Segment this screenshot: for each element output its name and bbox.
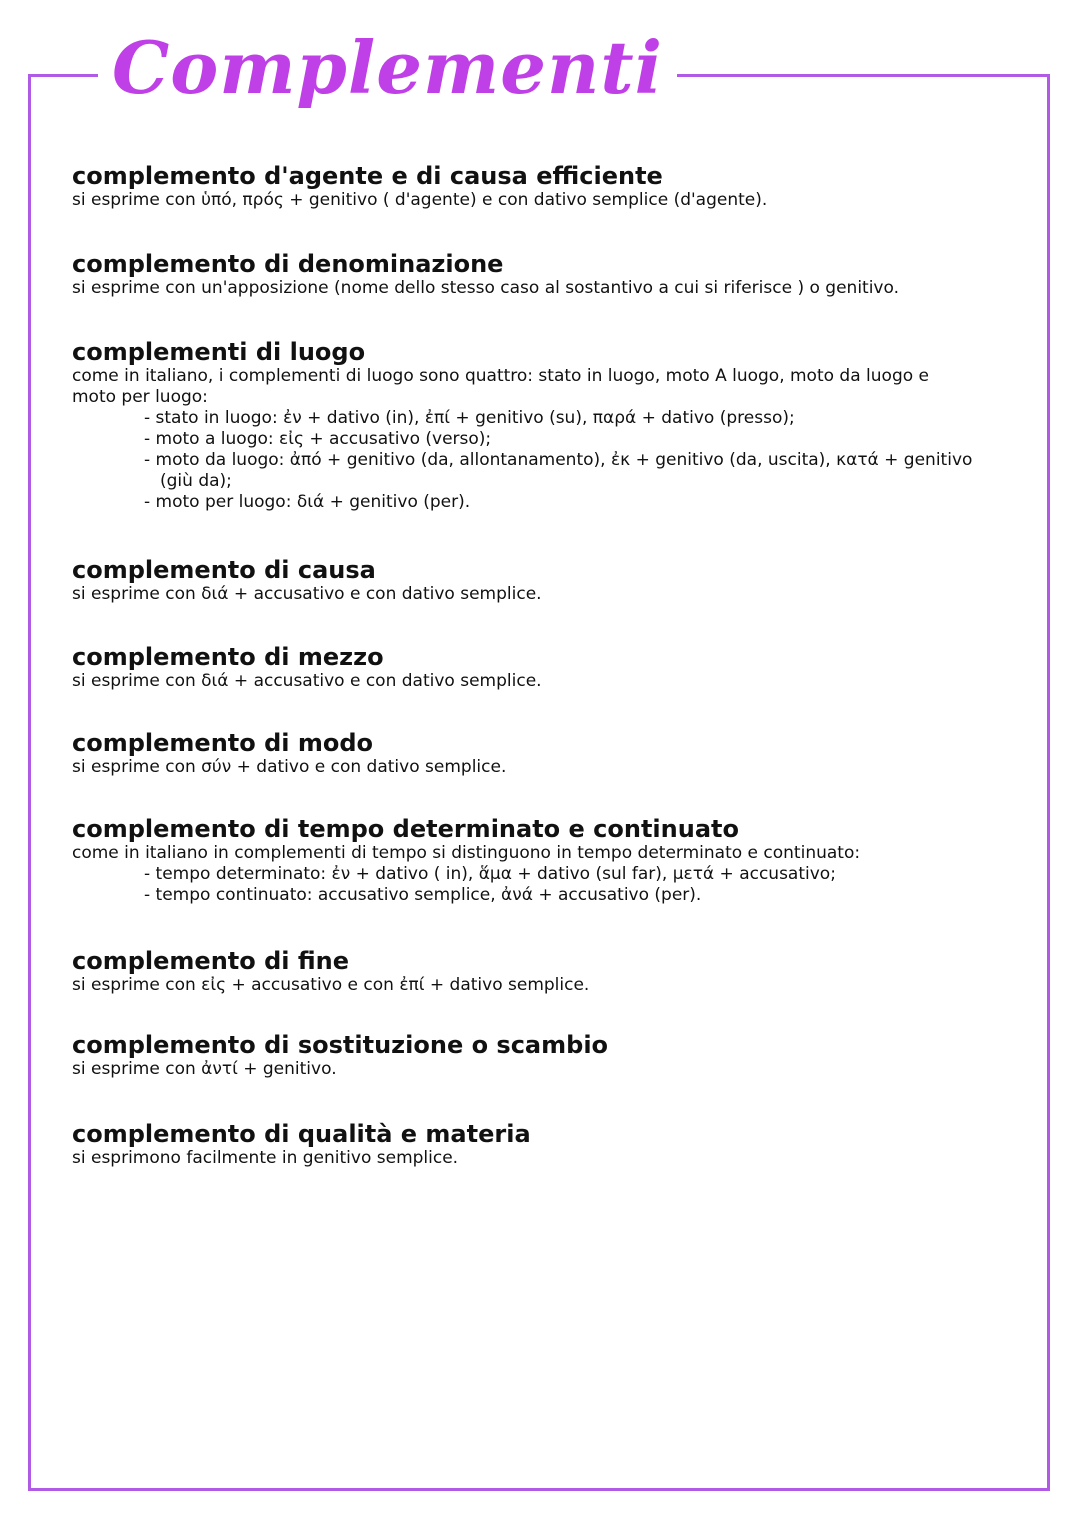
section-agente [72,162,1032,211]
list-item: - tempo continuato: accusativo semplice, ἀνά + accusativo (per). [144,885,702,905]
section-text: si esprime con ἀντί + genitivo. [72,1059,337,1079]
section-tempo [72,815,1032,906]
list-item: - moto a luogo: εἰς + accusativo (verso); [144,429,492,449]
list-item: - moto da luogo: ἀπό + genitivo (da, allontanamento), ἐκ + genitivo (da, uscita), κατά + genitivo [144,450,973,470]
section-heading: complemento di denominazione [72,250,504,278]
luogo-list [72,408,1032,513]
section-luogo [72,338,1032,513]
section-text: come in italiano in complementi di tempo si distinguono in tempo determinato e continuato: [72,843,861,863]
section-sostituzione [72,1031,1032,1080]
section-text: si esprime con διά + accusativo e con dativo semplice. [72,584,542,604]
section-heading: complemento di modo [72,729,374,757]
section-text: si esprime con un'apposizione (nome dello stesso caso al sostantivo a cui si riferisce ) o genitivo. [72,278,899,298]
section-text: si esprimono facilmente in genitivo semplice. [72,1148,459,1168]
section-text: come in italiano, i complementi di luogo sono quattro: stato in luogo, moto A luogo, moto da luogo e [72,366,929,386]
section-text: si esprime con εἰς + accusativo e con ἐπί + dativo semplice. [72,975,590,995]
tempo-list [72,864,1032,906]
section-heading: complemento di causa [72,556,376,584]
section-heading: complementi di luogo [72,338,366,366]
list-item: - moto per luogo: διά + genitivo (per). [144,492,471,512]
section-qualita [72,1120,1032,1169]
section-heading: complemento di fine [72,947,350,975]
section-heading: complemento di mezzo [72,643,384,671]
section-denominazione [72,250,1032,299]
section-heading: complemento di qualità e materia [72,1120,531,1148]
section-text: si esprime con ὑπό, πρός + genitivo ( d'agente) e con dativo semplice (d'agente). [72,190,768,210]
section-fine [72,947,1032,996]
section-heading: complemento di sostituzione o scambio [72,1031,609,1059]
list-item: - stato in luogo: ἐν + dativo (in), ἐπί + genitivo (su), παρά + dativo (presso); [144,408,795,428]
section-text: si esprime con σύν + dativo e con dativo semplice. [72,757,507,777]
section-mezzo [72,643,1032,692]
list-item: - tempo determinato: ἐν + dativo ( in), ἅμα + dativo (sul far), μετά + accusativo; [144,864,836,884]
section-heading: complemento d'agente e di causa efficiente [72,162,663,190]
section-causa [72,556,1032,605]
section-text: si esprime con διά + accusativo e con dativo semplice. [72,671,542,691]
section-modo [72,729,1032,778]
list-item: (giù da); [160,471,232,491]
section-heading: complemento di tempo determinato e continuato [72,815,739,843]
section-text: moto per luogo: [72,387,208,407]
page-title: Complementi [98,20,677,116]
